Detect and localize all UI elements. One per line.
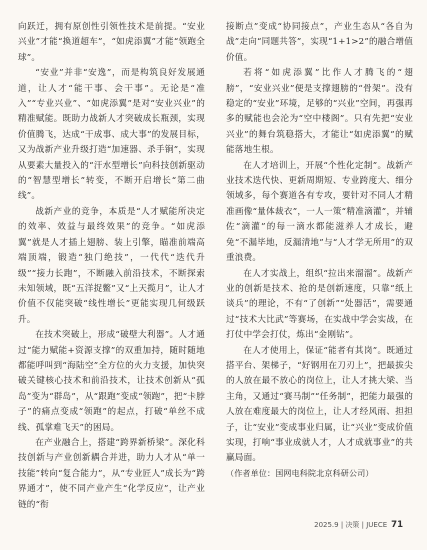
page-number: 71 bbox=[391, 520, 403, 530]
issue-info: 2025.9 | 决策 | JUECE bbox=[314, 521, 388, 529]
paragraph: 向跃迁，拥有原创性引领性技术是前提。“安业兴业”才能“换道超车”，“如虎添翼”才能“领跑全球”。 bbox=[18, 22, 205, 63]
page-footer bbox=[314, 520, 403, 530]
right-column bbox=[226, 20, 413, 481]
paragraph: 接断点”变成“协同接点”，产业生态从“各自为战”走向“同题共答”，实现“1+1>2”的融合增值价值。 bbox=[226, 22, 413, 63]
paragraph: 若将“如虎添翼”比作人才腾飞的“翅膀”，“安业兴业”便是支撑翅膀的“骨架”。没有稳定的“安业”环境，足够的“兴业”空间，再强再多的赋能也会沦为“空中楼阁”。只有先把“安业兴业”的舞台筑稳搭大，才能让“如虎添翼”的赋能落地生根。 bbox=[226, 68, 413, 156]
paragraph: 在人才使用上，保证“能者有其岗”。既通过搭平台、架梯子，“好钢用在刀刃上”，把最拔尖的人放在最不放心的岗位上，让人才挑大梁、当主角，又通过“赛马制”“任务制”，把能力最强的人放在难度最大的岗位上，让人才经风雨、担担子，让“安业”变成事业归属，让“兴业”变成价值实现，打响“事业成就人才，人才成就事业”的共赢局面。 bbox=[226, 345, 413, 464]
paragraph: 在产业融合上，搭建“跨界新桥梁”。深化科技创新与产业创新耦合并进，助力人才从“单一技能”转向“复合能力”，从“专业匠人”成长为“跨界通才”，使不同产业产生“化学反应”，让产业链的“衔 bbox=[18, 437, 205, 510]
left-column bbox=[18, 20, 205, 513]
paragraph: 在人才实战上，组织“拉出来溜溜”。战新产业的创新是技术、抢的是创新速度，只靠“纸上谈兵”的理论，不有“了创新”“处器活”，需要通过“技术大比武”等赛场，在实战中学会实战，在打仗中学会打仗，炼出“金刚钻”。 bbox=[226, 268, 413, 341]
author-affiliation: （作者单位：国网电科院北京科研公司） bbox=[226, 468, 374, 478]
paragraph: 在人才培训上，开展“个性化定制”。战新产业技术迭代快、更新周期短、专业跨度大、细分领域多，每个赛道各有专攻，要针对不同人才精准画像“量体裁衣”，一人一策“精准滴灌”，并辅佐“滴灌”的每一滴水都能滋养人才成长，避免“不漏毕地，反漏清地”与“人才学无所用”的双重浪费。 bbox=[226, 160, 413, 264]
paragraph: “安业”并非“安逸”，而是构筑良好发展通道，让人才“能干事、会干事”。无论是“准入”“专业兴业”、“如虎添翼”是对“安业兴业”的精准赋能。既助力战新人才突破成长瓶颈，实现价值腾飞，达成“干成事、成大事”的发展目标，又为战新产业升级打造“加速器、杀手锏”，实现从要素大量投入的“汗水型增长”向科技创新驱动的“智慧型增长”转变，不断开启增长“第二曲线”。 bbox=[18, 68, 205, 202]
paragraph: 战新产业的竞争，本质是“人才赋能所决定的效率、效益与最终效果”的竞争。“如虎添翼”就是人才插上翅膀、装上引擎，瞄准前端高端顶端，锻造“独门绝技”，一代代“迭代升级”“接力长跑”，不断融入前沿技术，不断探索未知领域，既“五洋捉鳖”又“上天揽月”，让人才价值不仅能突破“线性增长”更能实现几何级跃升。 bbox=[18, 206, 205, 325]
paragraph: 在技术突破上，形成“破壁大利器”。人才通过“能力赋能+资源支撑”的双重加持，随时随地都能呼叫到“海陆空”全方位的火力支援，加快突破关键核心技术和前沿技术，让技术创新从“孤岛”变为“群岛”，从“跟跑”变成“领跑”，把“卡脖子”的痛点变成“领跑”的起点，打破“单丝不成线、孤掌难飞天”的困局。 bbox=[18, 330, 205, 433]
